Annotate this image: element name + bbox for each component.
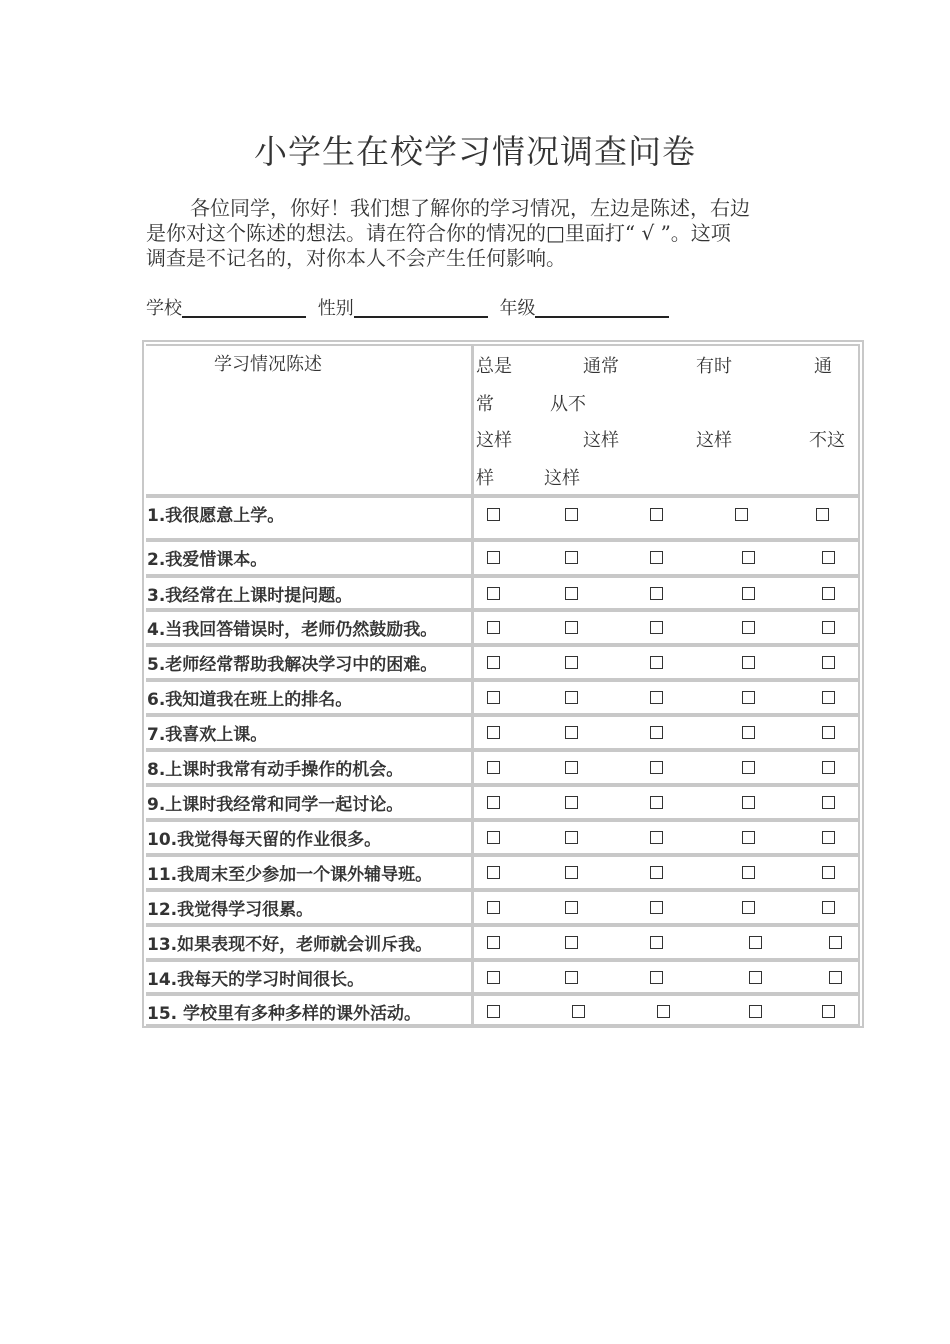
checkbox-never[interactable]: [822, 691, 835, 704]
grade-label: 年级: [499, 298, 536, 319]
checkbox-usually[interactable]: [565, 936, 578, 949]
statement-text: 4.当我回答错误时，老师仍然鼓励我。: [147, 620, 438, 640]
header-usually-not-2: 常: [476, 394, 494, 415]
table-row: [146, 994, 860, 1026]
checkbox-always[interactable]: [487, 796, 500, 809]
checkbox-sometimes[interactable]: [650, 901, 663, 914]
statement-cell: [146, 647, 474, 678]
checkbox-usually-not[interactable]: [749, 936, 762, 949]
statement-text: 12.我觉得学习很累。: [147, 900, 314, 920]
checkbox-usually[interactable]: [565, 656, 578, 669]
checkbox-sometimes[interactable]: [650, 971, 663, 984]
info-fields: [146, 294, 669, 320]
header-usually: 通常: [583, 356, 619, 377]
school-blank[interactable]: [182, 296, 306, 318]
checkbox-never[interactable]: [822, 621, 835, 634]
checkbox-usually-not[interactable]: [742, 761, 755, 774]
table-row: [146, 715, 860, 750]
header-not-this-way-1: 不这: [809, 430, 845, 451]
checkbox-usually[interactable]: [565, 691, 578, 704]
header-this-way-3: 这样: [696, 430, 732, 451]
checkbox-always[interactable]: [487, 936, 500, 949]
statement-text: 7.我喜欢上课。: [147, 725, 268, 745]
statement-cell: [146, 752, 474, 783]
checkbox-always[interactable]: [487, 621, 500, 634]
checkbox-usually-not[interactable]: [749, 971, 762, 984]
statement-text: 14.我每天的学习时间很长。: [147, 970, 365, 990]
intro-line-3: 调查是不记名的，对你本人不会产生任何影响。: [146, 246, 566, 270]
checkbox-usually-not[interactable]: [742, 551, 755, 564]
checkbox-usually[interactable]: [565, 508, 578, 521]
checkbox-never[interactable]: [822, 761, 835, 774]
checkbox-usually-not[interactable]: [742, 866, 755, 879]
table-row: [146, 785, 860, 820]
table-row: [146, 496, 860, 540]
table-row: [146, 925, 860, 960]
statement-cell: [146, 962, 474, 992]
table-row: [146, 750, 860, 785]
checkbox-sometimes[interactable]: [650, 508, 663, 521]
statement-text: 9.上课时我经常和同学一起讨论。: [147, 795, 404, 815]
page-title: 小学生在校学习情况调查问卷: [254, 132, 696, 171]
statement-text: 11.我周末至少参加一个课外辅导班。: [147, 865, 433, 885]
checkbox-never[interactable]: [829, 936, 842, 949]
table-row: [146, 820, 860, 855]
checkbox-never[interactable]: [822, 1005, 835, 1018]
checkbox-usually-not[interactable]: [742, 656, 755, 669]
statement-cell: [146, 996, 474, 1024]
checkbox-never[interactable]: [822, 831, 835, 844]
checkbox-always[interactable]: [487, 901, 500, 914]
checkbox-usually[interactable]: [565, 901, 578, 914]
checkbox-usually-not[interactable]: [742, 796, 755, 809]
checkbox-never[interactable]: [829, 971, 842, 984]
header-never-1: 从不: [550, 394, 586, 415]
checkbox-always[interactable]: [487, 831, 500, 844]
statement-cell: [146, 927, 474, 958]
statement-cell: [146, 498, 474, 538]
checkbox-usually-not[interactable]: [742, 831, 755, 844]
header-never-2: 这样: [544, 468, 580, 489]
checkbox-never[interactable]: [822, 587, 835, 600]
checkbox-always[interactable]: [487, 508, 500, 521]
checkbox-sometimes[interactable]: [650, 796, 663, 809]
statement-text: 8.上课时我常有动手操作的机会。: [147, 760, 404, 780]
statement-cell: [146, 857, 474, 888]
checkbox-usually[interactable]: [565, 796, 578, 809]
header-usually-not-1: 通: [814, 356, 832, 377]
table-row: [146, 960, 860, 994]
checkbox-usually[interactable]: [565, 761, 578, 774]
header-this-way-1: 这样: [476, 430, 512, 451]
checkbox-sometimes[interactable]: [650, 726, 663, 739]
table-row: [146, 855, 860, 890]
header-always: 总是: [476, 356, 512, 377]
checkbox-usually[interactable]: [565, 587, 578, 600]
table-row: [146, 890, 860, 925]
statement-text: 1.我很愿意上学。: [147, 506, 285, 526]
statement-text: 3.我经常在上课时提问题。: [147, 586, 353, 606]
statement-cell: [146, 787, 474, 818]
checkbox-usually[interactable]: [565, 866, 578, 879]
table-row: [146, 680, 860, 715]
checkbox-always[interactable]: [487, 691, 500, 704]
checkbox-always[interactable]: [487, 1005, 500, 1018]
statement-text: 5.老师经常帮助我解决学习中的困难。: [147, 655, 438, 675]
checkbox-never[interactable]: [822, 726, 835, 739]
checkbox-usually-not[interactable]: [742, 691, 755, 704]
checkbox-sometimes[interactable]: [650, 936, 663, 949]
checkbox-always[interactable]: [487, 656, 500, 669]
checkbox-sometimes[interactable]: [650, 831, 663, 844]
header-this-way-2: 这样: [583, 430, 619, 451]
checkbox-sometimes[interactable]: [657, 1005, 670, 1018]
table-row: [146, 645, 860, 680]
checkbox-sometimes[interactable]: [650, 587, 663, 600]
checkbox-usually[interactable]: [565, 831, 578, 844]
checkbox-always[interactable]: [487, 971, 500, 984]
checkbox-never[interactable]: [822, 901, 835, 914]
checkbox-sometimes[interactable]: [650, 761, 663, 774]
statement-cell: [146, 542, 474, 574]
statement-text: 10.我觉得每天留的作业很多。: [147, 830, 382, 850]
checkbox-sometimes[interactable]: [650, 551, 663, 564]
checkbox-never[interactable]: [816, 508, 829, 521]
checkbox-usually-not[interactable]: [742, 621, 755, 634]
checkbox-usually-not[interactable]: [749, 1005, 762, 1018]
checkbox-never[interactable]: [822, 656, 835, 669]
school-label: 学校: [146, 298, 182, 319]
grade-blank[interactable]: [535, 296, 669, 318]
statement-cell: [146, 892, 474, 923]
statement-cell: [146, 717, 474, 748]
checkbox-usually[interactable]: [565, 551, 578, 564]
checkbox-never[interactable]: [822, 551, 835, 564]
checkbox-always[interactable]: [487, 761, 500, 774]
checkbox-usually[interactable]: [565, 726, 578, 739]
statement-cell: [146, 682, 474, 713]
checkbox-always[interactable]: [487, 866, 500, 879]
checkbox-usually-not[interactable]: [742, 587, 755, 600]
checkbox-usually-not[interactable]: [742, 726, 755, 739]
survey-table: [142, 340, 864, 1028]
table-row: [146, 576, 860, 610]
checkbox-usually-not[interactable]: [742, 901, 755, 914]
table-header: [146, 344, 860, 496]
checkbox-always[interactable]: [487, 587, 500, 600]
statement-text: 13.如果表现不好，老师就会训斥我。: [147, 935, 433, 955]
intro-paragraph: [146, 196, 814, 271]
header-sometimes: 有时: [696, 356, 732, 377]
statement-cell: [146, 578, 474, 608]
checkbox-always[interactable]: [487, 726, 500, 739]
header-not-this-way-2: 样: [476, 468, 494, 489]
checkbox-sometimes[interactable]: [650, 866, 663, 879]
checkbox-never[interactable]: [822, 796, 835, 809]
checkbox-usually[interactable]: [565, 971, 578, 984]
table-row: [146, 610, 860, 645]
gender-blank[interactable]: [354, 296, 488, 318]
checkbox-sometimes[interactable]: [650, 621, 663, 634]
statement-cell: [146, 612, 474, 643]
statement-header-cell: [146, 346, 474, 494]
statement-text: 6.我知道我在班上的排名。: [147, 690, 353, 710]
checkbox-usually[interactable]: [565, 621, 578, 634]
checkbox-usually-not[interactable]: [735, 508, 748, 521]
statement-text: 2.我爱惜课本。: [147, 550, 268, 570]
checkbox-always[interactable]: [487, 551, 500, 564]
intro-line-2: 是你对这个陈述的想法。请在符合你的情况的□里面打“ √ ”。这项: [146, 221, 731, 245]
checkbox-usually[interactable]: [572, 1005, 585, 1018]
statement-text: 15. 学校里有多种多样的课外活动。: [147, 1004, 422, 1024]
gender-label: 性别: [317, 298, 354, 319]
table-row: [146, 540, 860, 576]
intro-line-1: 各位同学，你好！我们想了解你的学习情况，左边是陈述，右边: [190, 196, 750, 220]
checkbox-never[interactable]: [822, 866, 835, 879]
checkbox-sometimes[interactable]: [650, 691, 663, 704]
statement-cell: [146, 822, 474, 853]
checkbox-sometimes[interactable]: [650, 656, 663, 669]
statement-header: 学习情况陈述: [214, 354, 322, 375]
